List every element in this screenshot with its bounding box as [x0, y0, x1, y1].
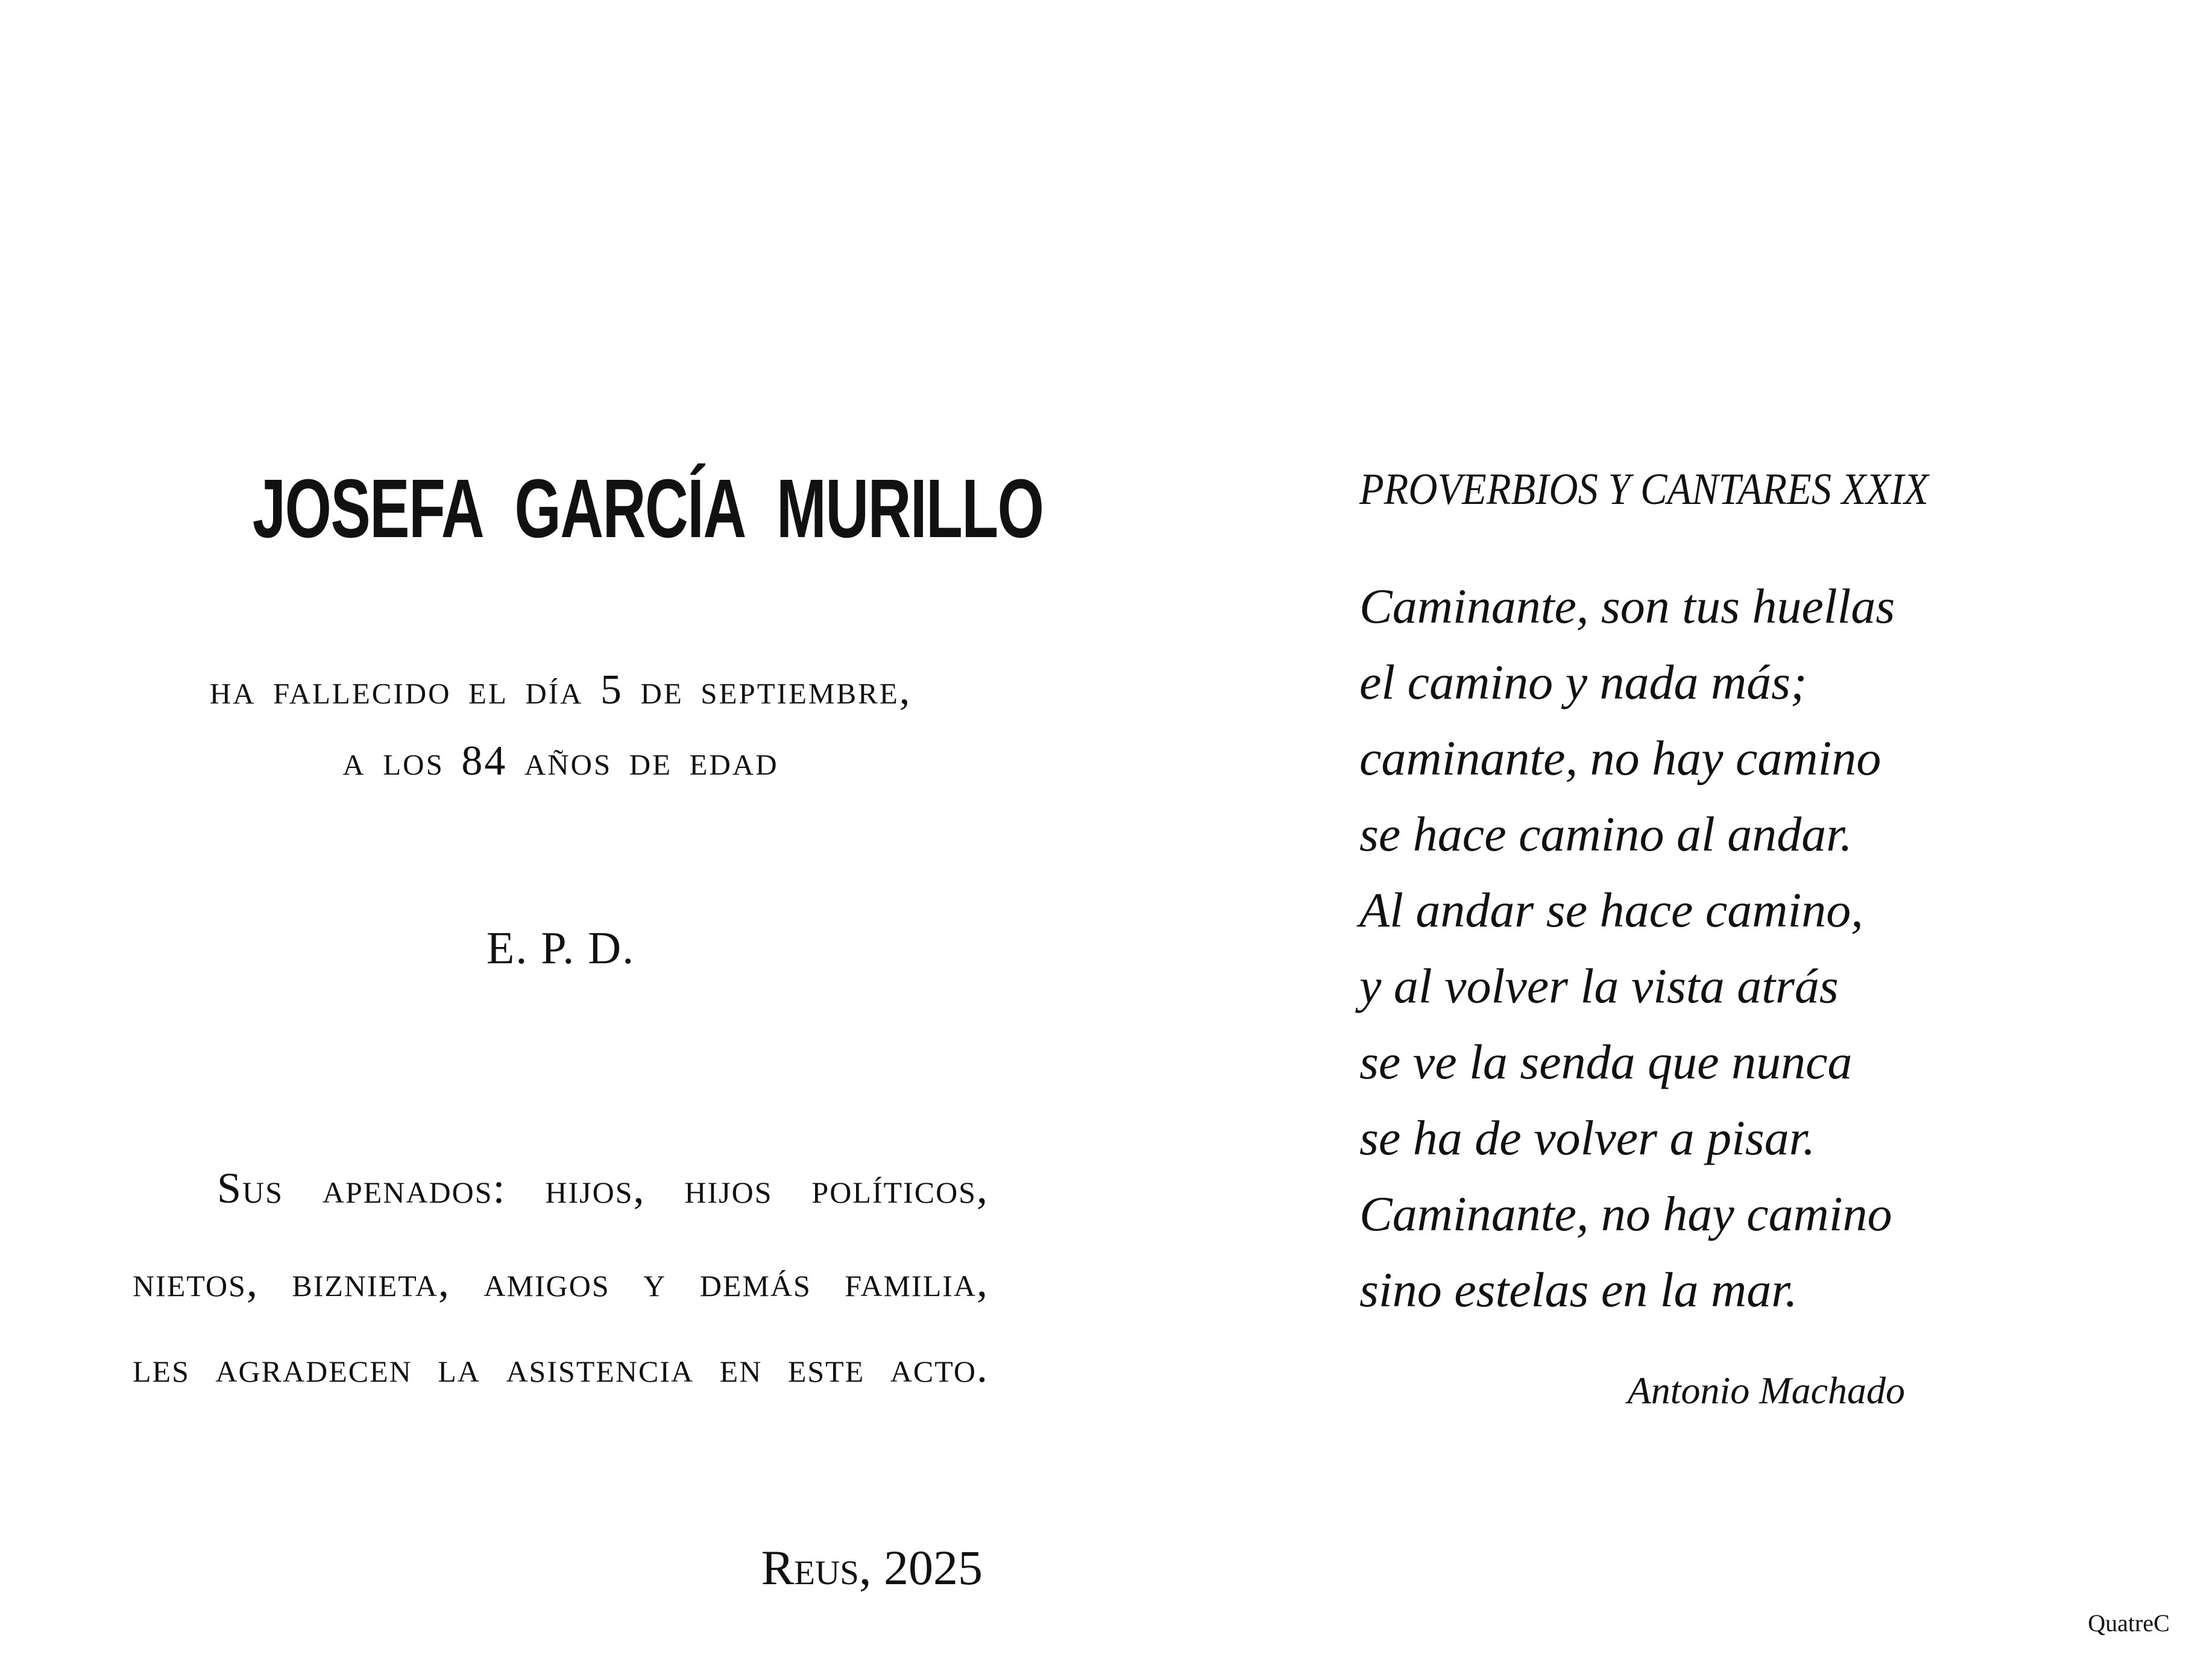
poem-line: caminante, no hay camino: [1359, 731, 1881, 785]
poem-line: y al volver la vista atrás: [1359, 958, 1839, 1013]
family-line-3: les agradecen la asistencia en este acto.: [133, 1343, 989, 1391]
death-date-line: ha fallecido el día 5 de septiembre,: [209, 667, 912, 713]
poem-line: sino estelas en la mar.: [1359, 1262, 1798, 1317]
printer-mark: QuatreC: [2088, 1609, 2170, 1637]
poem-line: Caminante, no hay camino: [1359, 1186, 1892, 1241]
poem-line: se ve la senda que nunca: [1359, 1034, 1853, 1089]
obituary-panel: [133, 0, 1044, 1680]
poem-line: Al andar se hace camino,: [1359, 882, 1863, 937]
poem-body: [1359, 579, 1895, 1341]
age-line: a los 84 años de edad: [342, 738, 779, 784]
deceased-name: JOSEFA GARCÍA MURILLO: [252, 462, 1044, 555]
epd-abbreviation: E. P. D.: [486, 923, 635, 974]
poem-title: PROVERBIOS Y CANTARES XXIX: [1359, 465, 1928, 514]
poem-line: el camino y nada más;: [1359, 655, 1807, 709]
family-line-2: nietos, biznieta, amigos y demás familia,: [133, 1257, 989, 1306]
family-line-1: Sus apenados: hijos, hijos políticos,: [217, 1164, 989, 1212]
poem-panel: [1359, 0, 2083, 1680]
poem-line: Caminante, son tus huellas: [1359, 579, 1895, 634]
poem-author: Antonio Machado: [1627, 1369, 1905, 1412]
poem-line: se hace camino al andar.: [1359, 807, 1853, 861]
poem-line: se ha de volver a pisar.: [1359, 1110, 1816, 1165]
place-date: Reus, 2025: [761, 1540, 983, 1595]
